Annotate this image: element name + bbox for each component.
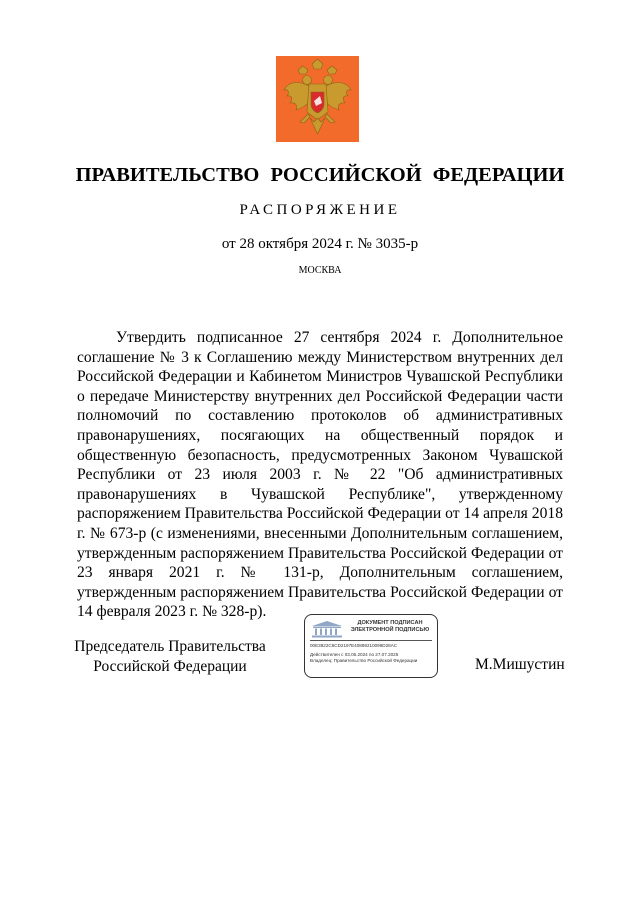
- document-city: МОСКВА: [298, 265, 342, 276]
- order-text: Утвердить подписанное 27 сентября 2024 г. Дополнительное соглашение № 3 к Соглашению между Министерством внутренних дел Российской Федерации и Кабинетом Министров Чувашской Республики о передаче Министерству внутренних дел Российской Федерации части полномочий по составлению протоколов об административных правонарушениях, посягающих на общественный порядок и общественную безопасность, предусмотренных Законом Чувашской Республики от 23 июля 2003 г. № 22 "Об административных правонарушениях в Чувашской Республике", утвержденному распоряжением Правительства Российской Федерации от 14 апреля 2018 г. № 673-р (с изменениями, внесенными Дополнительным соглашением, утвержденным распоряжением Правительства Российской Федерации от 23 января 2021 г. № 131-р, Дополнительным соглашением, утвержденным распоряжением Правительства Российской Федерации от 14 февраля 2023 г. № 328-р).: [77, 329, 563, 621]
- signatory-name: М.Мишустин: [475, 656, 565, 673]
- signatory-position-line2: Российской Федерации: [93, 657, 247, 675]
- stamp-title: [345, 620, 435, 634]
- stamp-validity: Действителен с 03.05.2024 по 27.07.2025: [310, 652, 399, 657]
- electronic-signature-stamp: [304, 614, 438, 678]
- stamp-certificate: 00E3822C6CD2197E40889210099D28AC: [310, 643, 398, 648]
- signatory-position: [72, 637, 268, 676]
- stamp-title-line1: ДОКУМЕНТ ПОДПИСАН: [357, 620, 423, 626]
- coat-of-arms-emblem: [276, 56, 359, 142]
- stamp-divider: [310, 640, 432, 641]
- stamp-title-line2: ЭЛЕКТРОННОЙ ПОДПИСЬЮ: [350, 627, 430, 634]
- government-building-icon: [310, 620, 344, 638]
- stamp-owner: Владелец: Правительство Российской Федерации: [310, 658, 418, 663]
- signatory-position-line1: Председатель Правительства: [74, 638, 266, 655]
- document-type: РАСПОРЯЖЕНИЕ: [239, 202, 401, 218]
- government-title: ПРАВИТЕЛЬСТВО РОССИЙСКОЙ ФЕДЕРАЦИИ: [75, 164, 565, 186]
- document-date-number: от 28 октября 2024 г. № 3035-р: [221, 236, 419, 252]
